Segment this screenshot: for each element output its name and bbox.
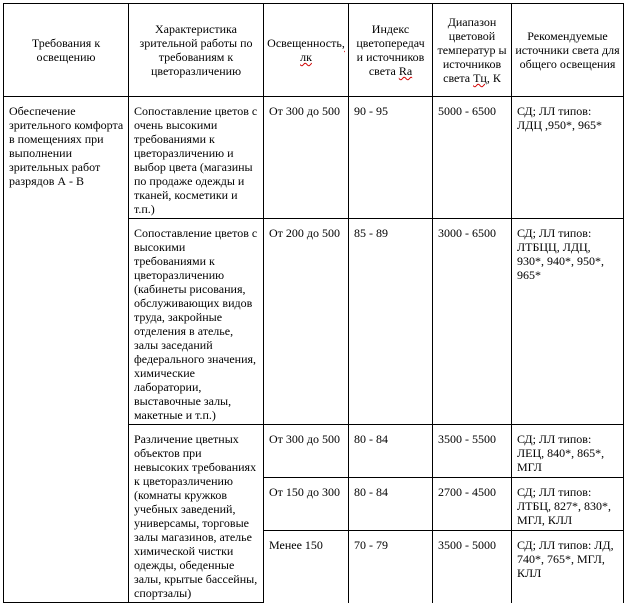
header-color-rendering-index: Индекс цветопередач и источников света Ra [349,4,433,97]
ra-cell: 80 - 84 [349,425,433,478]
header-light-sources: Рекомендуемые источники света для общего освещения [512,4,624,97]
illuminance-cell: От 150 до 300 [264,478,349,531]
sources-cell: СД; ЛЛ типов: ЛТБЦЦ, ЛДЦ, 930*, 940*, 950*, 965* [512,219,624,425]
ra-cell: 90 - 95 [349,97,433,219]
sources-cell: СД; ЛЛ типов: ЛТБЦ, 827*, 830*, МГЛ, КЛЛ [512,478,624,531]
tc-cell: 3500 - 5000 [433,531,512,603]
ra-cell: 85 - 89 [349,219,433,425]
header-ra-symbol: Ra [398,64,413,78]
ra-cell: 70 - 79 [349,531,433,603]
illuminance-cell: От 300 до 500 [264,425,349,478]
illuminance-cell: От 300 до 500 [264,97,349,219]
ra-cell: 80 - 84 [349,478,433,531]
requirement-cell: Обеспечение зрительного комфорта в помещениях при выполнении зрительных работ разрядов А - В [4,97,129,603]
sources-cell: СД; ЛЛ типов: ЛДЦ ,950*, 965* [512,97,624,219]
illuminance-cell: От 200 до 500 [264,219,349,425]
illuminance-cell: Менее 150 [264,531,349,603]
sources-cell: СД; ЛЛ типов: ЛД, 740*, 765*, МГЛ, КЛЛ [512,531,624,603]
tc-cell: 3500 - 5500 [433,425,512,478]
sources-cell: СД; ЛЛ типов: ЛЕЦ, 840*, 865*, МГЛ [512,425,624,478]
characteristic-cell: Сопоставление цветов с очень высокими требованиями к цветоразличению и выбор цвета (магазины по продаже одежды и тканей, косметики и т.п.) [129,97,264,219]
header-color-temperature: Диапазон цветовой температур ы источников света Тц, К [433,4,512,97]
header-illuminance-unit: , лк [300,36,345,64]
tc-cell: 5000 - 6500 [433,97,512,219]
header-tc-symbol: Тц [473,71,487,85]
characteristic-cell: Различение цветных объектов при невысоких требованиях к цветоразличению (комнаты кружков учебных заведений, универсамы, торговые залы магазинов, ателье химической чистки одежды, обеденные залы, крытые бассейны, спортзалы) [129,425,264,603]
table-header-row [4,4,624,97]
tc-cell: 2700 - 4500 [433,478,512,531]
characteristic-cell: Сопоставление цветов с высокими требованиями к цветоразличению (кабинеты рисования, обслуживающих видов труда, закройные отделения в ателье, залы заседаний федерального значения, химические лаборатории, выставочные залы, макетные и т.п.) [129,219,264,425]
header-requirements: Требования к освещению [4,4,129,97]
lighting-requirements-table [3,3,624,603]
header-illuminance: Освещенность, лк [264,4,349,97]
tc-cell: 3000 - 6500 [433,219,512,425]
header-characteristic: Характеристика зрительной работы по требованиям к цветоразличению [129,4,264,97]
table-row [4,97,624,219]
